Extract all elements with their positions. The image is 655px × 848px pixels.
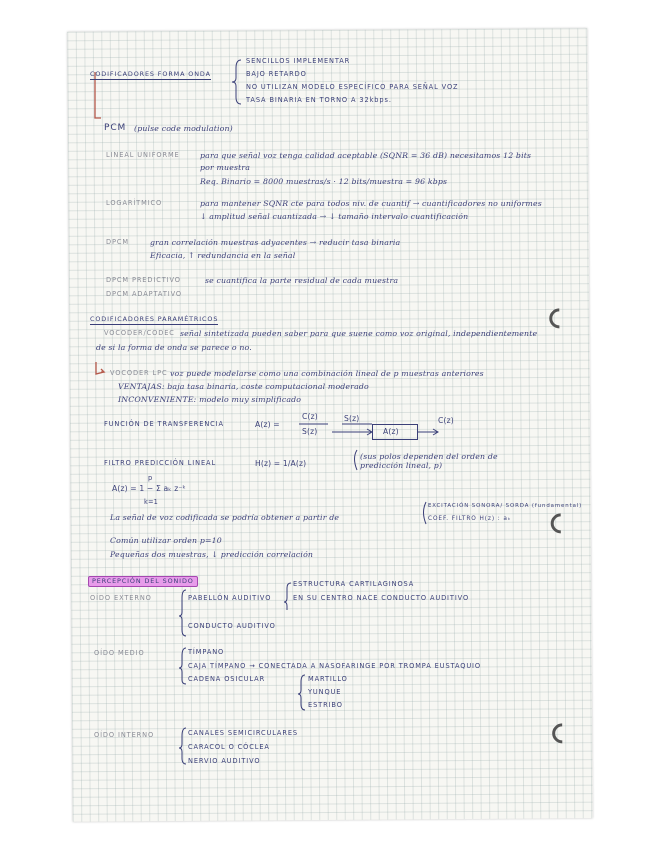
- funcion-transferencia-label: FUNCIÓN DE TRANSFERENCIA: [104, 420, 224, 428]
- section-title-percepcion: PERCEPCIÓN DEL SONIDO: [88, 576, 198, 587]
- pabellon-note2: EN SU CENTRO NACE CONDUCTO AUDITIVO: [293, 594, 470, 602]
- martillo-item: MARTILLO: [308, 675, 348, 683]
- block-input: S(z): [344, 414, 360, 423]
- transfer-block: [372, 424, 418, 440]
- vocoder-label: VOCODER LPC: [110, 369, 168, 377]
- forma-onda-item: BAJO RETARDO: [246, 70, 307, 78]
- filtro-formula: H(z) = 1/A(z): [255, 459, 307, 468]
- synth-text: La señal de voz codificada se podría obtener a partir de: [110, 513, 340, 522]
- sum-formula: A(z) = 1 − Σ aₖ z⁻ᵏ: [112, 484, 186, 493]
- yunque-item: YUNQUE: [308, 688, 342, 696]
- forma-onda-item: SENCILLOS IMPLEMENTAR: [246, 57, 351, 65]
- pcm-dpcm-label: DPCM: [106, 238, 129, 246]
- pcm-lineal-text3: Req. Binario = 8000 muestras/s · 12 bits/muestra = 96 kbps: [200, 177, 448, 186]
- pcm-dpcm-pred-text: se cuantifica la parte residual de cada muestra: [205, 276, 399, 285]
- pcm-lineal-text: para que señal voz tenga calidad aceptable (SQNR = 36 dB) necesitamos 12 bits: [200, 151, 532, 160]
- oido-medio-label: OÍDO MEDIO: [94, 649, 145, 657]
- pcm-dpcm-adapt-label: DPCM ADAPTATIVO: [106, 290, 182, 298]
- formula-num: C(z): [302, 412, 318, 421]
- formula-lhs: A(z) =: [255, 420, 280, 429]
- forma-onda-item: NO UTILIZAN MODELO ESPECÍFICO PARA SEÑAL VOZ: [246, 83, 459, 91]
- oido-externo-label: OÍDO EXTERNO: [90, 594, 152, 602]
- formula-den: S(z): [302, 427, 318, 436]
- param-intro-text2: de si la forma de onda se parece o no.: [96, 343, 252, 352]
- synth-right: EXCITACIÓN SONORA/ SORDA (fundamental): [428, 503, 583, 509]
- section-title-parametricos: CODIFICADORES PARAMÉTRICOS: [90, 315, 219, 323]
- pcm-lineal-label: LINEAL UNIFORME: [106, 151, 180, 159]
- pcm-subtitle: (pulse code modulation): [134, 124, 233, 133]
- vocoder-text: voz puede modelarse como una combinación lineal de p muestras anteriores: [170, 369, 484, 378]
- pcm-dpcm-pred-label: DPCM PREDICTIVO: [106, 276, 181, 284]
- param-intro-text: señal sintetizada pueden saber para que suene como voz original, independientemente: [180, 329, 538, 338]
- pcm-dpcm-text2: Eficacia, ↑ redundancia en la señal: [150, 251, 296, 260]
- caracol-item: CARACOL O CÓCLEA: [188, 743, 270, 751]
- section-title-forma-onda: CODIFICADORES FORMA ONDA: [90, 70, 211, 78]
- transfer-block-label: A(z): [383, 427, 399, 436]
- param-intro-label: VOCODER/CODEC: [104, 329, 175, 337]
- canales-item: CANALES SEMICIRCULARES: [188, 729, 298, 737]
- pcm-lineal-text2: por muestra: [200, 163, 251, 172]
- pcm-log-label: LOGARÍTMICO: [106, 199, 163, 207]
- estribo-item: ESTRIBO: [308, 701, 343, 709]
- pabellon-note: ESTRUCTURA CARTILAGINOSA: [293, 580, 415, 588]
- block-output: C(z): [438, 416, 454, 425]
- filtro-note: (sus polos dependen del orden de predicción lineal, p): [360, 452, 498, 470]
- pequenas-text: Pequeñas dos muestras, ↓ predicción correlación: [110, 550, 314, 559]
- oido-interno-label: OÍDO INTERNO: [94, 731, 155, 739]
- nervio-item: NERVIO AUDITIVO: [188, 757, 261, 765]
- pcm-dpcm-text: gran correlación muestras adyacentes → reducir tasa binaria: [150, 238, 401, 247]
- pcm-log-text: para mantener SQNR cte para todos niv. de cuantif → cuantificadores no uniformes: [200, 199, 542, 208]
- conducto-item: CONDUCTO AUDITIVO: [188, 622, 276, 630]
- pcm-title: PCM: [104, 123, 127, 133]
- synth-right2: COEF. FILTRO H(z) : aₖ: [428, 516, 512, 522]
- sum-upper: p: [148, 474, 153, 482]
- filtro-label: FILTRO PREDICCIÓN LINEAL: [104, 459, 217, 467]
- sum-lower: k=1: [144, 498, 158, 506]
- comun-text: Común utilizar orden p=10: [110, 536, 222, 545]
- cadena-item: CADENA OSICULAR: [188, 675, 266, 683]
- timpano-item: TÍMPANO: [188, 648, 225, 656]
- vocoder-inconveniente: INCONVENIENTE: modelo muy simplificado: [118, 395, 302, 404]
- pcm-log-text2: ↓ amplitud señal cuantizada → ↓ tamaño intervalo cuantificación: [200, 212, 469, 221]
- pabellon-item: PABELLÓN AUDITIVO: [188, 594, 272, 602]
- vocoder-ventajas: VENTAJAS: baja tasa binaria, coste computacional moderado: [118, 382, 369, 391]
- caja-item: CAJA TÍMPANO → CONECTADA A NASOFARINGE POR TROMPA EUSTAQUIO: [188, 662, 481, 670]
- forma-onda-item: TASA BINARIA EN TORNO A 32kbps.: [246, 96, 392, 104]
